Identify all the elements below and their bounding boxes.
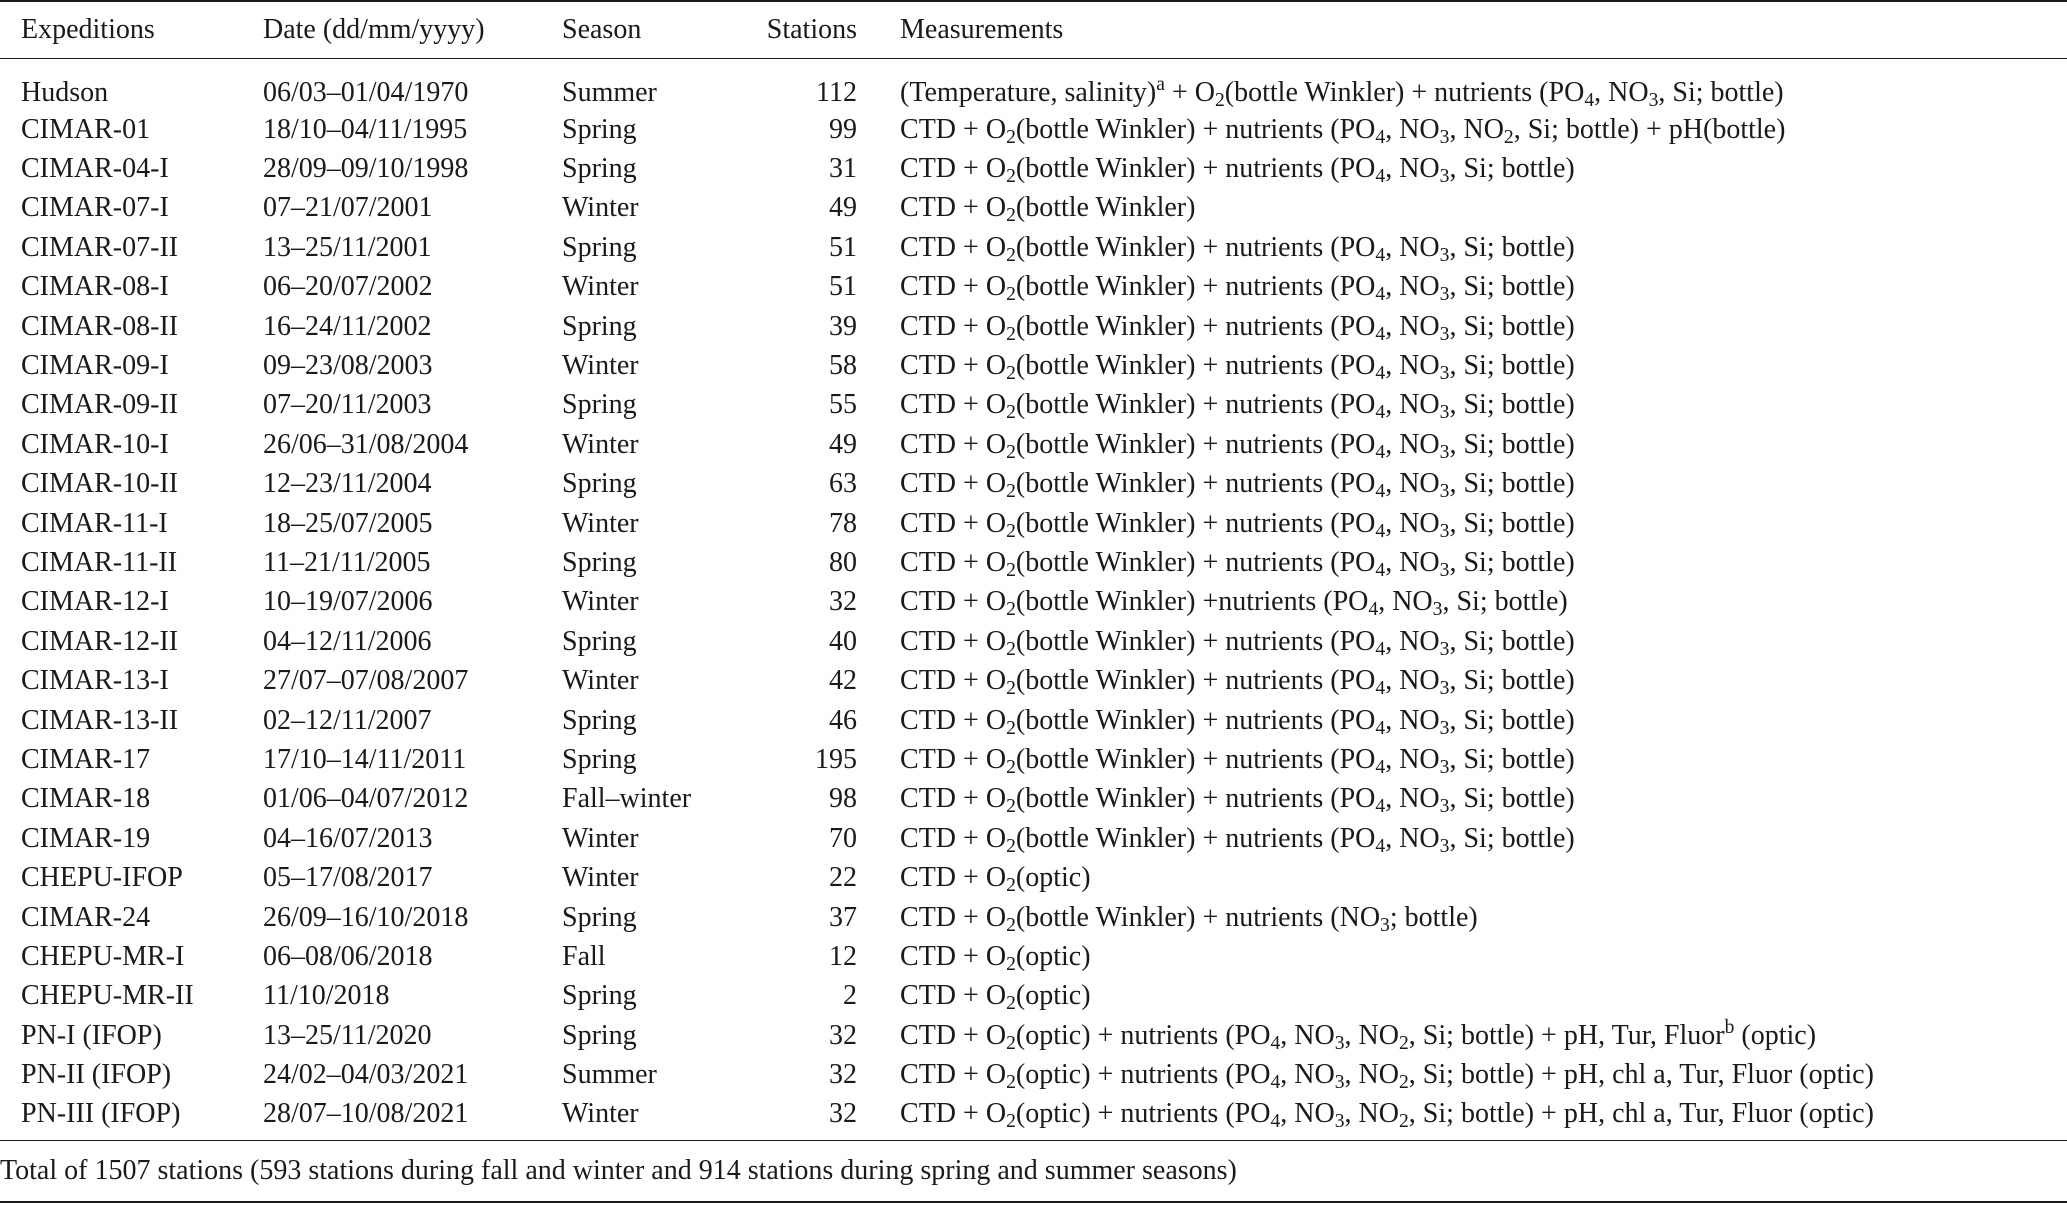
cell-date: 07–20/11/2003 xyxy=(263,389,432,421)
column-gap xyxy=(857,740,900,779)
header-season: Season xyxy=(562,13,642,45)
column-gap xyxy=(857,858,900,897)
cell-stations: 42 xyxy=(829,665,857,697)
cell-date: 09–23/08/2003 xyxy=(263,350,433,382)
cell-stations: 63 xyxy=(829,468,857,500)
table-row xyxy=(0,740,2067,779)
cell-expedition: CHEPU-MR-II xyxy=(21,980,194,1012)
cell-season: Winter xyxy=(562,192,639,224)
cell-expedition: CIMAR-10-II xyxy=(21,468,179,500)
cell-date: 27/07–07/08/2007 xyxy=(263,665,469,697)
cell-season: Spring xyxy=(562,153,637,185)
cell-date: 16–24/11/2002 xyxy=(263,310,432,342)
column-gap xyxy=(857,307,900,346)
cell-date: 28/09–09/10/1998 xyxy=(263,153,469,185)
table-row xyxy=(0,977,2067,1016)
cell-season: Fall–winter xyxy=(562,783,692,815)
cell-date: 26/09–16/10/2018 xyxy=(263,901,469,933)
cell-date: 10–19/07/2006 xyxy=(263,586,433,618)
cell-season: Winter xyxy=(562,507,639,539)
cell-date: 26/06–31/08/2004 xyxy=(263,428,469,460)
header-row xyxy=(0,1,2067,58)
cell-measurements: CTD + $O_2(bottle$ Winkler) + nutrients ($PO_4$, $NO_3$, Si; bottle) xyxy=(900,231,1575,266)
column-gap xyxy=(857,346,900,385)
cell-expedition: CHEPU-IFOP xyxy=(21,862,183,894)
cell-expedition: CIMAR-11-I xyxy=(21,507,168,539)
cell-stations: 99 xyxy=(829,113,857,145)
cell-stations: 51 xyxy=(829,271,857,303)
table-row xyxy=(0,1016,2067,1055)
cell-date: 06–08/06/2018 xyxy=(263,940,433,972)
column-gap xyxy=(857,228,900,267)
cell-stations: 40 xyxy=(829,625,857,657)
cell-season: Summer xyxy=(562,77,657,109)
table-footer xyxy=(0,1141,2067,1202)
cell-stations: 195 xyxy=(815,743,857,775)
table-row xyxy=(0,189,2067,228)
cell-season: Spring xyxy=(562,113,637,145)
cell-expedition: CIMAR-19 xyxy=(21,822,151,854)
column-gap xyxy=(857,701,900,740)
cell-expedition: CIMAR-11-II xyxy=(21,546,178,578)
cell-date: 07–21/07/2001 xyxy=(263,192,433,224)
cell-expedition: CIMAR-01 xyxy=(21,113,151,145)
table-row xyxy=(0,622,2067,661)
cell-season: Winter xyxy=(562,350,639,382)
cell-measurements: CTD + $O_2(optic)$ + nutrients ($PO_4$, $NO_3$, $NO_2$, Si; bottle) + pH, chl a, Tur, Fluor (optic) xyxy=(900,1097,1874,1132)
cell-season: Spring xyxy=(562,1019,637,1051)
cell-expedition: CIMAR-10-I xyxy=(21,428,169,460)
cell-expedition: CIMAR-12-I xyxy=(21,586,169,618)
column-gap xyxy=(857,268,900,307)
cell-expedition: Hudson xyxy=(21,77,109,109)
cell-expedition: CIMAR-09-I xyxy=(21,350,169,382)
cell-season: Spring xyxy=(562,389,637,421)
cell-stations: 70 xyxy=(829,822,857,854)
cell-measurements: CTD + $O_2(bottle$ Winkler) + nutrients ($PO_4$, $NO_3$, Si; bottle) xyxy=(900,468,1575,503)
cell-season: Winter xyxy=(562,428,639,460)
cell-season: Spring xyxy=(562,980,637,1012)
cell-season: Winter xyxy=(562,822,639,854)
cell-measurements: CTD + $O_2(bottle$ Winkler) + nutrients ($PO_4$, $NO_3$, Si; bottle) xyxy=(900,350,1575,384)
table-header xyxy=(0,1,2067,58)
table-row xyxy=(0,583,2067,622)
cell-measurements: CTD + $O_2(bottle$ Winkler) + nutrients ($PO_4$, $NO_3$, Si; bottle) xyxy=(900,783,1575,818)
column-gap xyxy=(857,386,900,425)
cell-measurements: (Temperature, salinity)$^a$ + $O_2(bottle$ Winkler) + nutrients ($PO_4$, $NO_3$, Si; bottle) xyxy=(900,74,1784,112)
cell-measurements: CTD + $O_2(optic)$ xyxy=(900,980,1091,1015)
column-gap xyxy=(857,1,900,58)
table-row xyxy=(0,819,2067,858)
cell-season: Spring xyxy=(562,310,637,342)
cell-expedition: CIMAR-13-II xyxy=(21,704,179,736)
cell-date: 13–25/11/2020 xyxy=(263,1019,432,1051)
cell-expedition: CIMAR-08-II xyxy=(21,310,179,342)
cell-stations: 51 xyxy=(829,231,857,263)
table-row xyxy=(0,661,2067,700)
cell-date: 11/10/2018 xyxy=(263,980,390,1012)
table-row xyxy=(0,149,2067,188)
cell-stations: 39 xyxy=(829,310,857,342)
column-gap xyxy=(857,543,900,582)
cell-measurements: CTD + $O_2(bottle$ Winkler) xyxy=(900,192,1196,227)
cell-stations: 78 xyxy=(829,507,857,539)
table-row xyxy=(0,465,2067,504)
cell-date: 06/03–01/04/1970 xyxy=(263,77,469,109)
cell-stations: 58 xyxy=(829,350,857,382)
cell-measurements: CTD + $O_2(bottle$ Winkler) +nutrients ($PO_4$, $NO_3$, Si; bottle) xyxy=(900,586,1568,621)
cell-stations: 32 xyxy=(829,1019,857,1051)
cell-date: 12–23/11/2004 xyxy=(263,468,432,500)
cell-date: 04–16/07/2013 xyxy=(263,822,433,854)
table-row xyxy=(0,58,2067,110)
cell-date: 18–25/07/2005 xyxy=(263,507,433,539)
cell-measurements: CTD + $O_2(bottle$ Winkler) + nutrients ($PO_4$, $NO_3$, Si; bottle) xyxy=(900,625,1575,660)
total-stations-note: Total of 1507 stations (593 stations during fall and winter and 914 stations during spring and summer seasons) xyxy=(0,1155,1237,1187)
cell-stations: 49 xyxy=(829,192,857,224)
cell-date: 05–17/08/2017 xyxy=(263,862,433,894)
table-row xyxy=(0,780,2067,819)
cell-date: 02–12/11/2007 xyxy=(263,704,432,736)
cell-date: 24/02–04/03/2021 xyxy=(263,1059,469,1091)
column-gap xyxy=(857,149,900,188)
cell-stations: 55 xyxy=(829,389,857,421)
cell-expedition: CIMAR-24 xyxy=(21,901,151,933)
cell-season: Spring xyxy=(562,625,637,657)
cell-expedition: CIMAR-07-II xyxy=(21,231,179,263)
cell-season: Summer xyxy=(562,1059,657,1091)
column-gap xyxy=(857,425,900,464)
cell-season: Spring xyxy=(562,743,637,775)
cell-expedition: CIMAR-04-I xyxy=(21,153,169,185)
cell-season: Spring xyxy=(562,468,637,500)
header-stations: Stations xyxy=(766,13,857,45)
cell-measurements: CTD + $O_2(optic)$ xyxy=(900,940,1091,975)
cell-expedition: PN-I (IFOP) xyxy=(21,1019,162,1051)
table-row xyxy=(0,937,2067,976)
cell-measurements: CTD + $O_2(bottle$ Winkler) + nutrients ($PO_4$, $NO_3$, Si; bottle) xyxy=(900,822,1575,857)
cell-stations: 2 xyxy=(843,980,857,1012)
cell-expedition: CIMAR-09-II xyxy=(21,389,179,421)
column-gap xyxy=(857,465,900,504)
cell-expedition: CHEPU-MR-I xyxy=(21,940,185,972)
column-gap xyxy=(857,1055,900,1094)
cell-measurements: CTD + $O_2(bottle$ Winkler) + nutrients ($PO_4$, $NO_3$, Si; bottle) xyxy=(900,743,1575,778)
table-row xyxy=(0,268,2067,307)
table-row xyxy=(0,898,2067,937)
cell-season: Spring xyxy=(562,231,637,263)
cell-stations: 98 xyxy=(829,783,857,815)
cell-stations: 80 xyxy=(829,546,857,578)
cell-stations: 112 xyxy=(816,77,857,109)
cell-season: Winter xyxy=(562,665,639,697)
table-row xyxy=(0,701,2067,740)
cell-stations: 32 xyxy=(829,1097,857,1129)
cell-date: 04–12/11/2006 xyxy=(263,625,432,657)
cell-season: Fall xyxy=(562,940,606,972)
cell-expedition: PN-III (IFOP) xyxy=(21,1097,181,1129)
cell-season: Winter xyxy=(562,1097,639,1129)
cell-measurements: CTD + $O_2(bottle$ Winkler) + nutrients ($PO_4$, $NO_3$, Si; bottle) xyxy=(900,310,1575,345)
cell-season: Spring xyxy=(562,546,637,578)
cell-expedition: CIMAR-18 xyxy=(21,783,151,815)
column-gap xyxy=(857,622,900,661)
table-row xyxy=(0,1055,2067,1094)
cell-measurements: CTD + $O_2(bottle$ Winkler) + nutrients ($PO_4$, $NO_3$, Si; bottle) xyxy=(900,153,1575,187)
cell-season: Spring xyxy=(562,901,637,933)
cell-expedition: CIMAR-08-I xyxy=(21,271,169,303)
cell-stations: 32 xyxy=(829,1059,857,1091)
table-row xyxy=(0,346,2067,385)
cell-season: Winter xyxy=(562,271,639,303)
cell-measurements: CTD + $O_2(optic)$ xyxy=(900,862,1091,896)
cell-measurements: CTD + $O_2(bottle$ Winkler) + nutrients ($PO_4$, $NO_3$, Si; bottle) xyxy=(900,428,1575,463)
column-gap xyxy=(857,1095,900,1141)
cell-expedition: CIMAR-07-I xyxy=(21,192,169,224)
table-row xyxy=(0,386,2067,425)
cell-date: 28/07–10/08/2021 xyxy=(263,1097,469,1129)
cell-stations: 46 xyxy=(829,704,857,736)
cell-date: 17/10–14/11/2011 xyxy=(263,743,467,775)
column-gap xyxy=(857,189,900,228)
cell-season: Winter xyxy=(562,862,639,894)
table-row xyxy=(0,425,2067,464)
cell-season: Winter xyxy=(562,586,639,618)
cell-expedition: CIMAR-13-I xyxy=(21,665,169,697)
column-gap xyxy=(857,110,900,149)
cell-measurements: CTD + $O_2(bottle$ Winkler) + nutrients ($NO_3$; bottle) xyxy=(900,901,1478,936)
column-gap xyxy=(857,898,900,937)
cell-stations: 22 xyxy=(829,862,857,894)
cell-measurements: CTD + $O_2(bottle$ Winkler) + nutrients ($PO_4$, $NO_3$, Si; bottle) xyxy=(900,704,1575,739)
cell-stations: 31 xyxy=(829,153,857,185)
column-gap xyxy=(857,819,900,858)
cell-stations: 12 xyxy=(829,940,857,972)
cell-date: 11–21/11/2005 xyxy=(263,546,431,578)
cell-measurements: CTD + $O_2(bottle$ Winkler) + nutrients ($PO_4$, $NO_3$, $NO_2$, Si; bottle) + pH(bottle) xyxy=(900,113,1786,148)
header-date: Date (dd/mm/yyyy) xyxy=(263,13,485,45)
column-gap xyxy=(857,58,900,110)
cell-date: 18/10–04/11/1995 xyxy=(263,113,468,145)
column-gap xyxy=(857,661,900,700)
table-row xyxy=(0,1095,2067,1141)
cell-stations: 37 xyxy=(829,901,857,933)
column-gap xyxy=(857,937,900,976)
cell-measurements: CTD + $O_2(bottle$ Winkler) + nutrients ($PO_4$, $NO_3$, Si; bottle) xyxy=(900,665,1575,700)
cell-measurements: CTD + $O_2(optic)$ + nutrients ($PO_4$, $NO_3$, $NO_2$, Si; bottle) + pH, Tur, Fluor$^b$ (optic) xyxy=(900,1016,1817,1054)
cell-stations: 32 xyxy=(829,586,857,618)
table-row xyxy=(0,307,2067,346)
cell-measurements: CTD + $O_2(bottle$ Winkler) + nutrients ($PO_4$, $NO_3$, Si; bottle) xyxy=(900,271,1575,306)
table-row xyxy=(0,504,2067,543)
column-gap xyxy=(857,504,900,543)
column-gap xyxy=(857,1016,900,1055)
cell-expedition: CIMAR-17 xyxy=(21,743,151,775)
table-row xyxy=(0,228,2067,267)
cell-measurements: CTD + $O_2(optic)$ + nutrients ($PO_4$, $NO_3$, $NO_2$, Si; bottle) + pH, chl a, Tur, Fluor (optic) xyxy=(900,1059,1874,1093)
cell-date: 06–20/07/2002 xyxy=(263,271,433,303)
column-gap xyxy=(857,977,900,1016)
cell-season: Spring xyxy=(562,704,637,736)
table-row xyxy=(0,110,2067,149)
column-gap xyxy=(857,583,900,622)
header-measurements: Measurements xyxy=(900,13,1064,45)
cell-measurements: CTD + $O_2(bottle$ Winkler) + nutrients ($PO_4$, $NO_3$, Si; bottle) xyxy=(900,389,1575,424)
footer-row xyxy=(0,1141,2067,1202)
cell-measurements: CTD + $O_2(bottle$ Winkler) + nutrients ($PO_4$, $NO_3$, Si; bottle) xyxy=(900,546,1575,581)
column-gap xyxy=(857,780,900,819)
table-row xyxy=(0,858,2067,897)
header-expeditions: Expeditions xyxy=(21,13,155,45)
cell-stations: 49 xyxy=(829,428,857,460)
cell-measurements: CTD + $O_2(bottle$ Winkler) + nutrients ($PO_4$, $NO_3$, Si; bottle) xyxy=(900,507,1575,542)
cell-date: 13–25/11/2001 xyxy=(263,231,432,263)
cell-date: 01/06–04/07/2012 xyxy=(263,783,469,815)
cell-expedition: CIMAR-12-II xyxy=(21,625,179,657)
table-body xyxy=(0,58,2067,1141)
cell-expedition: PN-II (IFOP) xyxy=(21,1059,172,1091)
table-row xyxy=(0,543,2067,582)
